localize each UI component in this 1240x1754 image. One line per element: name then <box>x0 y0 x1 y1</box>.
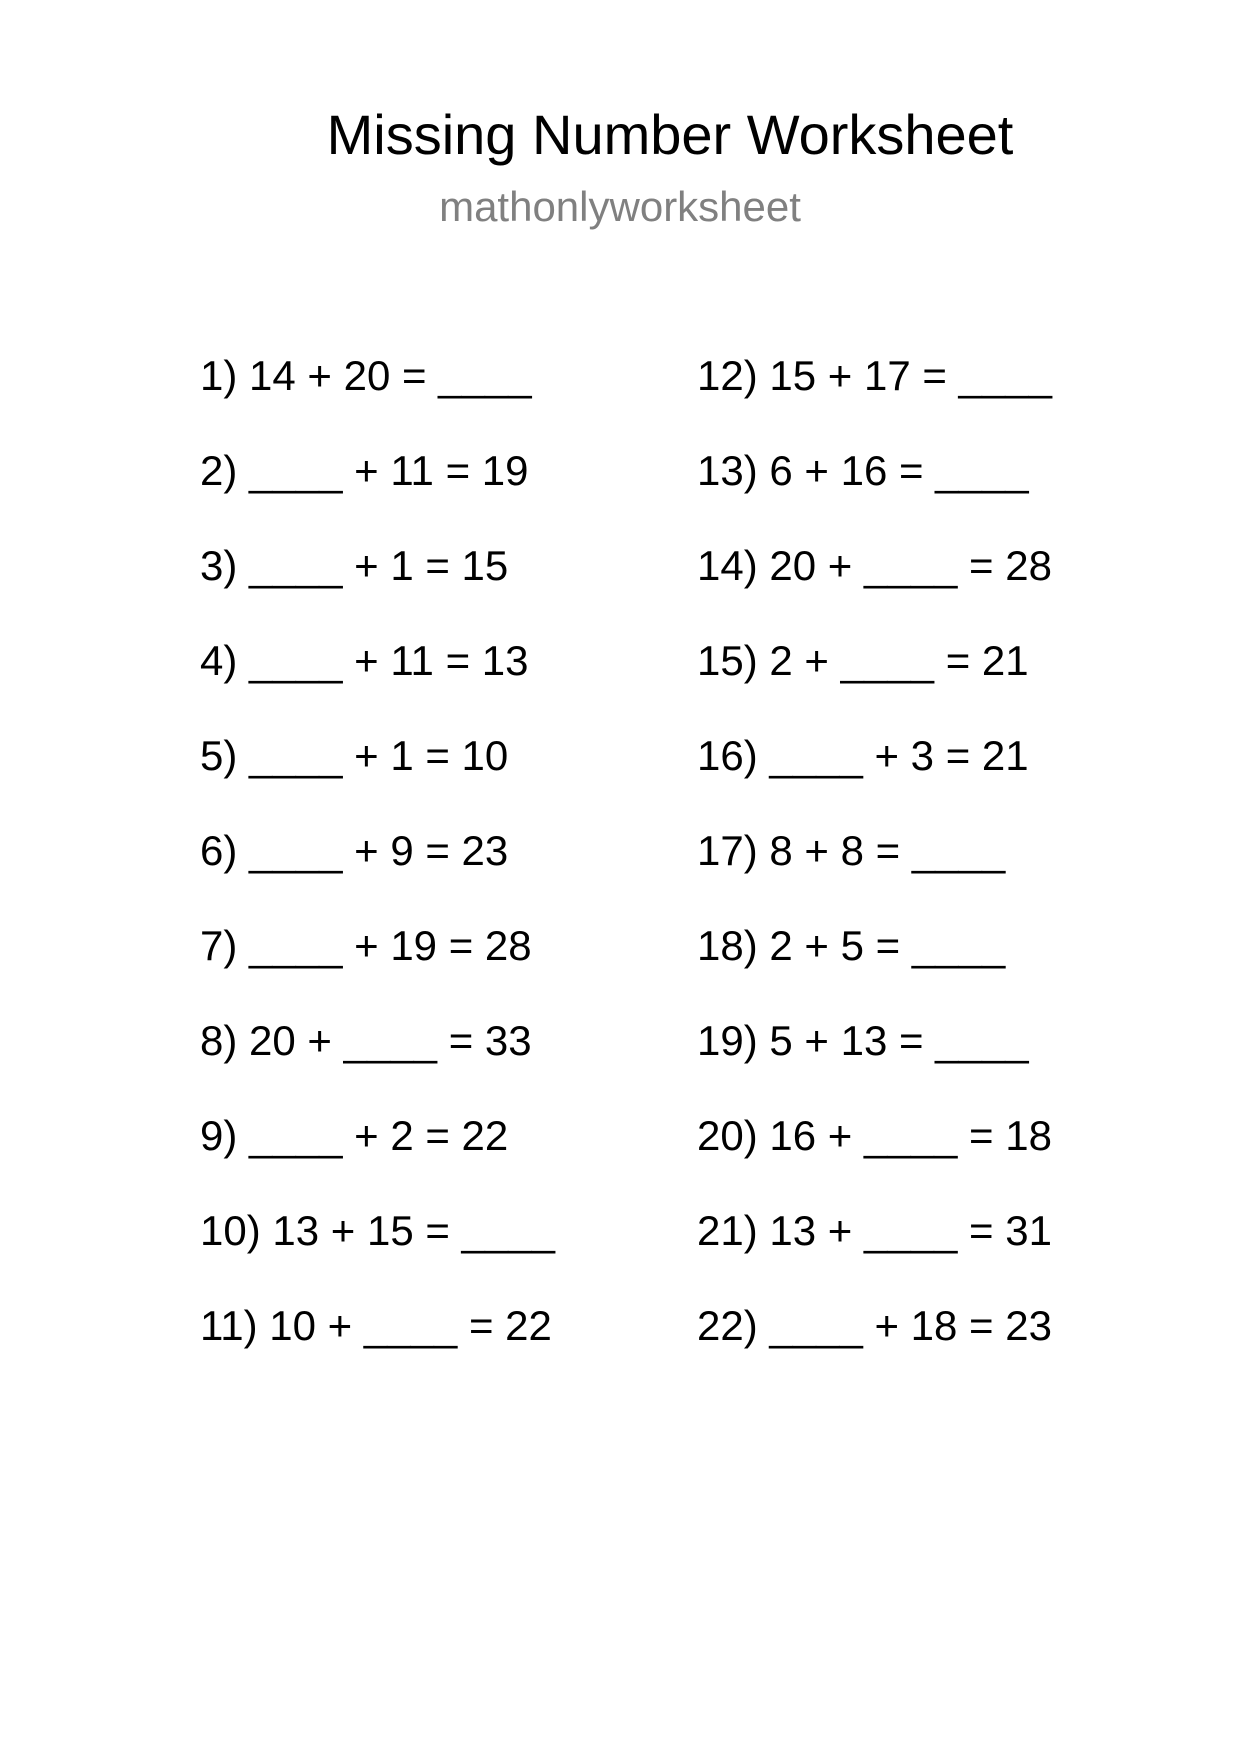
problem-1: 1) 14 + 20 = ____ <box>200 352 532 399</box>
problem-20: 20) 16 + ____ = 18 <box>697 1112 1052 1159</box>
problem-14: 14) 20 + ____ = 28 <box>697 542 1052 589</box>
problem-8: 8) 20 + ____ = 33 <box>200 1017 532 1064</box>
problem-12: 12) 15 + 17 = ____ <box>697 352 1052 399</box>
problem-18: 18) 2 + 5 = ____ <box>697 922 1006 969</box>
problem-2: 2) ____ + 11 = 19 <box>200 447 529 494</box>
problem-19: 19) 5 + 13 = ____ <box>697 1017 1029 1064</box>
page-title: Missing Number Worksheet <box>326 103 1014 166</box>
problem-4: 4) ____ + 11 = 13 <box>200 637 529 684</box>
problem-17: 17) 8 + 8 = ____ <box>697 827 1006 874</box>
problem-21: 21) 13 + ____ = 31 <box>697 1207 1052 1254</box>
problem-column-left <box>200 350 555 1395</box>
problem-10: 10) 13 + 15 = ____ <box>200 1207 555 1254</box>
problem-9: 9) ____ + 2 = 22 <box>200 1112 509 1159</box>
problem-15: 15) 2 + ____ = 21 <box>697 637 1029 684</box>
problem-5: 5) ____ + 1 = 10 <box>200 732 509 779</box>
problem-6: 6) ____ + 9 = 23 <box>200 827 509 874</box>
problem-22: 22) ____ + 18 = 23 <box>697 1302 1052 1349</box>
site-subtitle: mathonlyworksheet <box>439 183 801 230</box>
problem-3: 3) ____ + 1 = 15 <box>200 542 509 589</box>
problem-7: 7) ____ + 19 = 28 <box>200 922 532 969</box>
problem-11: 11) 10 + ____ = 22 <box>200 1302 552 1349</box>
problem-13: 13) 6 + 16 = ____ <box>697 447 1029 494</box>
problem-16: 16) ____ + 3 = 21 <box>697 732 1029 779</box>
problem-column-right <box>697 350 1052 1395</box>
